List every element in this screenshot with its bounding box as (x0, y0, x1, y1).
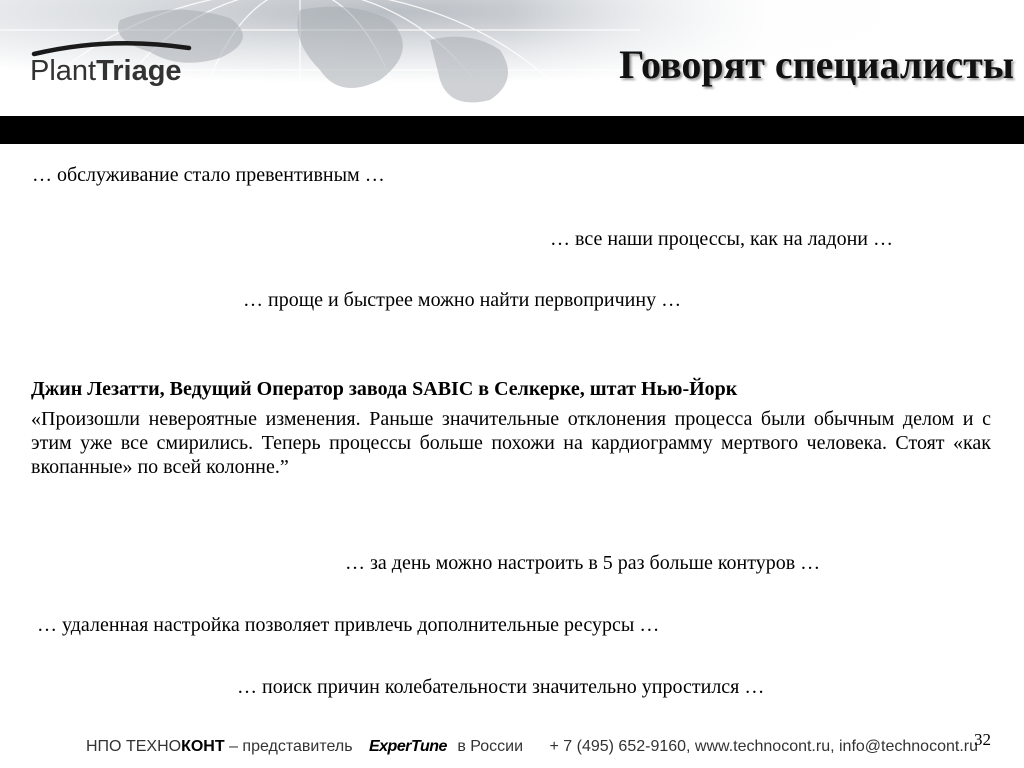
footer-company-bold: КОНТ (181, 738, 225, 755)
quote-4: … за день можно настроить в 5 раз больше контуров … (345, 552, 821, 574)
page-title: Говорят специалисты (619, 42, 1014, 87)
quote-1: … обслуживание стало превентивным … (32, 164, 385, 186)
footer (86, 737, 978, 757)
footer-in-russia: в России (457, 738, 524, 755)
testimonial-author: Джин Лезатти, Ведущий Оператор завода SABIC в Селкерке, штат Нью-Йорк (31, 378, 738, 400)
quote-6: … поиск причин колебательности значительно упростился … (237, 676, 765, 698)
page-number: 32 (974, 730, 991, 749)
planttriage-logo (24, 40, 214, 90)
quote-3: … проще и быстрее можно найти первопричину … (243, 289, 682, 311)
svg-text:PlantTriage (30, 55, 182, 87)
logo-plant-text: Plant (30, 55, 97, 87)
footer-representative: – представитель (229, 738, 353, 755)
testimonial-text: «Произошли невероятные изменения. Раньше значительные отклонения процесса были обычным делом и с этим уже все смирились. Теперь процессы больше похожи на кардиограмму мертвого человека. Стоят «как вкопанные» по всей колонне.” (31, 408, 991, 478)
header (0, 0, 1024, 116)
logo-triage-text: Triage (96, 55, 182, 87)
expertune-brand-logo: ExperTune (368, 738, 447, 755)
quote-5: … удаленная настройка позволяет привлечь дополнительные ресурсы … (37, 614, 660, 636)
header-divider-bar (0, 116, 1024, 144)
quote-2: … все наши процессы, как на ладони … (550, 228, 894, 250)
footer-company-prefix: НПО ТЕХНО (86, 738, 182, 755)
footer-contacts: + 7 (495) 652-9160, www.technocont.ru, info@technocont.ru (549, 738, 978, 755)
